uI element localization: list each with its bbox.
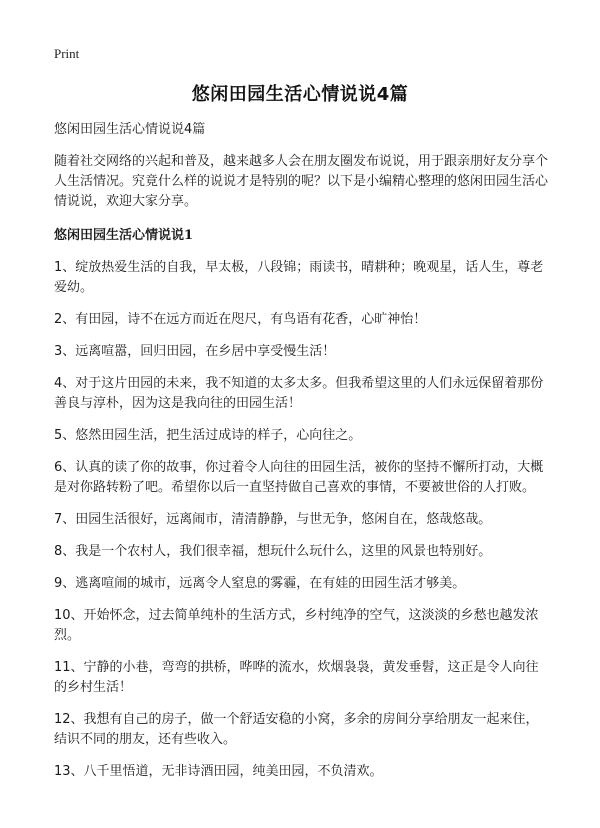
list-item: 2、有田园，诗不在远方而近在咫尺，有鸟语有花香，心旷神怡！: [54, 312, 427, 327]
intro-paragraph: 随着社交网络的兴起和普及，越来越多人会在朋友圈发布说说，用于跟亲朋好友分享个人生活情况。究竟什么样的说说才是特别的呢？以下是小编精心整理的悠闲田园生活心情说说，欢迎大家分享。: [54, 154, 549, 209]
section-heading: 悠闲田园生活心情说说1: [54, 228, 194, 243]
document-subtitle: 悠闲田园生活心情说说4篇: [54, 122, 206, 137]
document-body: [54, 120, 550, 794]
list-item: 9、逃离喧闹的城市，远离令人窒息的雾霾，在有娃的田园生活才够美。: [54, 576, 466, 591]
list-item: 6、认真的读了你的故事，你过着令人向往的田园生活，被你的坚持不懈所打动，大概是对你路转粉了吧。希望你以后一直坚持做自己喜欢的事情，不要被世俗的人打败。: [54, 460, 544, 495]
list-item: 10、开始怀念，过去简单纯朴的生活方式，乡村纯净的空气，这淡淡的乡愁也越发浓烈。: [54, 608, 539, 643]
list-item: 11、宁静的小巷，弯弯的拱桥，哗哗的流水，炊烟袅袅，黄发垂髫，这正是令人向往的乡村生活！: [54, 660, 539, 695]
list-item: 5、悠然田园生活，把生活过成诗的样子，心向往之。: [54, 428, 362, 443]
print-label: Print: [54, 46, 80, 61]
document-title: 悠闲田园生活心情说说4篇: [191, 84, 409, 105]
list-item: 1、绽放热爱生活的自我，早太极，八段锦；雨读书，晴耕种；晚观星，话人生，尊老爱幼。: [54, 260, 544, 295]
list-item: 12、我想有自己的房子，做一个舒适安稳的小窝，多余的房间分享给朋友一起来住，结识不同的朋友，还有些收入。: [54, 712, 539, 747]
list-item: 7、田园生活很好，远离闹市，清清静静，与世无争，悠闲自在，悠哉悠哉。: [54, 512, 492, 527]
list-item: 3、远离喧嚣，回归田园，在乡居中享受慢生活！: [54, 344, 336, 359]
list-item: 4、对于这片田园的未来，我不知道的太多太多。但我希望这里的人们永远保留着那份善良与淳朴，因为这是我向往的田园生活！: [54, 376, 544, 411]
list-item: 13、八千里悟道，无非诗酒田园，纯美田园，不负清欢。: [54, 764, 383, 779]
list-item: 8、我是一个农村人，我们很幸福，想玩什么玩什么，这里的风景也特别好。: [54, 544, 492, 559]
